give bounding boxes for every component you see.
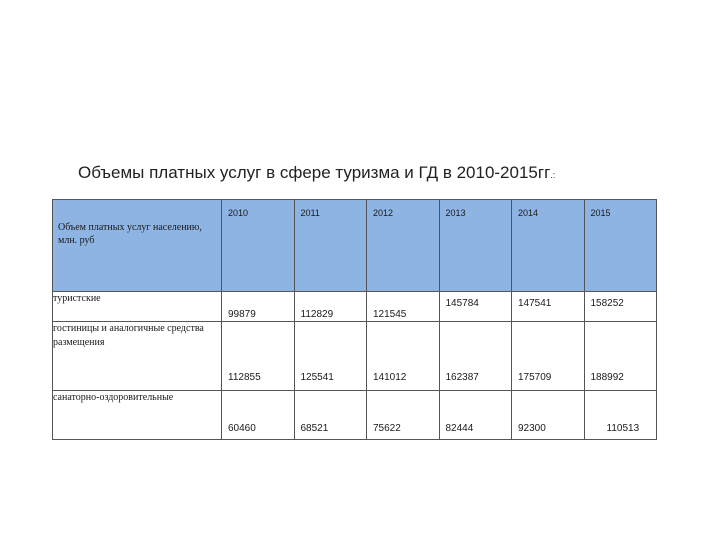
year-header-2012: 2012 <box>367 200 440 292</box>
value-text: 99879 <box>228 309 256 320</box>
year-header-2015: 2015 <box>584 200 657 292</box>
value-cell <box>222 292 295 322</box>
title-suffix: .: <box>550 170 556 180</box>
value-text: 125541 <box>300 372 334 383</box>
value-cell <box>584 292 657 322</box>
value-text: 82444 <box>445 423 474 434</box>
value-cell <box>294 292 367 322</box>
services-table <box>52 199 657 440</box>
value-cell <box>584 322 657 391</box>
value-cell <box>584 391 657 440</box>
title-text: Объемы платных услуг в сфере туризма и ГД в 2010-2015гг <box>78 163 551 182</box>
value-text: 110513 <box>606 423 640 434</box>
value-text: 147541 <box>518 298 552 309</box>
value-cell <box>294 322 367 391</box>
page-title <box>78 163 555 183</box>
value-cell <box>222 391 295 440</box>
value-text: 162387 <box>445 372 479 383</box>
value-cell <box>367 322 440 391</box>
value-text: 141012 <box>373 372 407 383</box>
row-label-tourist: туристские <box>53 292 222 322</box>
header-row <box>53 200 657 292</box>
value-text: 92300 <box>518 423 546 434</box>
value-cell <box>294 391 367 440</box>
year-header-2010: 2010 <box>222 200 295 292</box>
value-cell <box>367 391 440 440</box>
table-row <box>53 322 657 391</box>
value-cell <box>367 292 440 322</box>
value-text: 188992 <box>590 372 624 383</box>
value-text: 112855 <box>228 372 261 383</box>
year-header-2014: 2014 <box>512 200 585 292</box>
table-row <box>53 292 657 322</box>
value-text: 121545 <box>373 309 407 320</box>
value-text: 112829 <box>300 309 334 320</box>
value-cell <box>222 322 295 391</box>
value-cell <box>439 391 512 440</box>
value-text: 158252 <box>590 298 624 309</box>
value-text: 75622 <box>373 423 401 434</box>
year-header-2013: 2013 <box>439 200 512 292</box>
value-cell <box>439 322 512 391</box>
value-cell <box>512 292 585 322</box>
value-text: 60460 <box>228 423 256 434</box>
value-text: 145784 <box>445 298 479 309</box>
year-header-2011: 2011 <box>294 200 367 292</box>
value-cell <box>512 322 585 391</box>
row-label-hotels: гостиницы и аналогичные средства размещения <box>53 322 222 391</box>
table-row <box>53 391 657 440</box>
value-cell <box>439 292 512 322</box>
value-text: 175709 <box>518 372 552 383</box>
value-cell <box>512 391 585 440</box>
header-label-cell: Объем платных услуг населению, млн. руб <box>53 200 222 292</box>
row-label-sanatorium: санаторно-оздоровительные <box>53 391 222 440</box>
value-text: 68521 <box>300 423 329 434</box>
